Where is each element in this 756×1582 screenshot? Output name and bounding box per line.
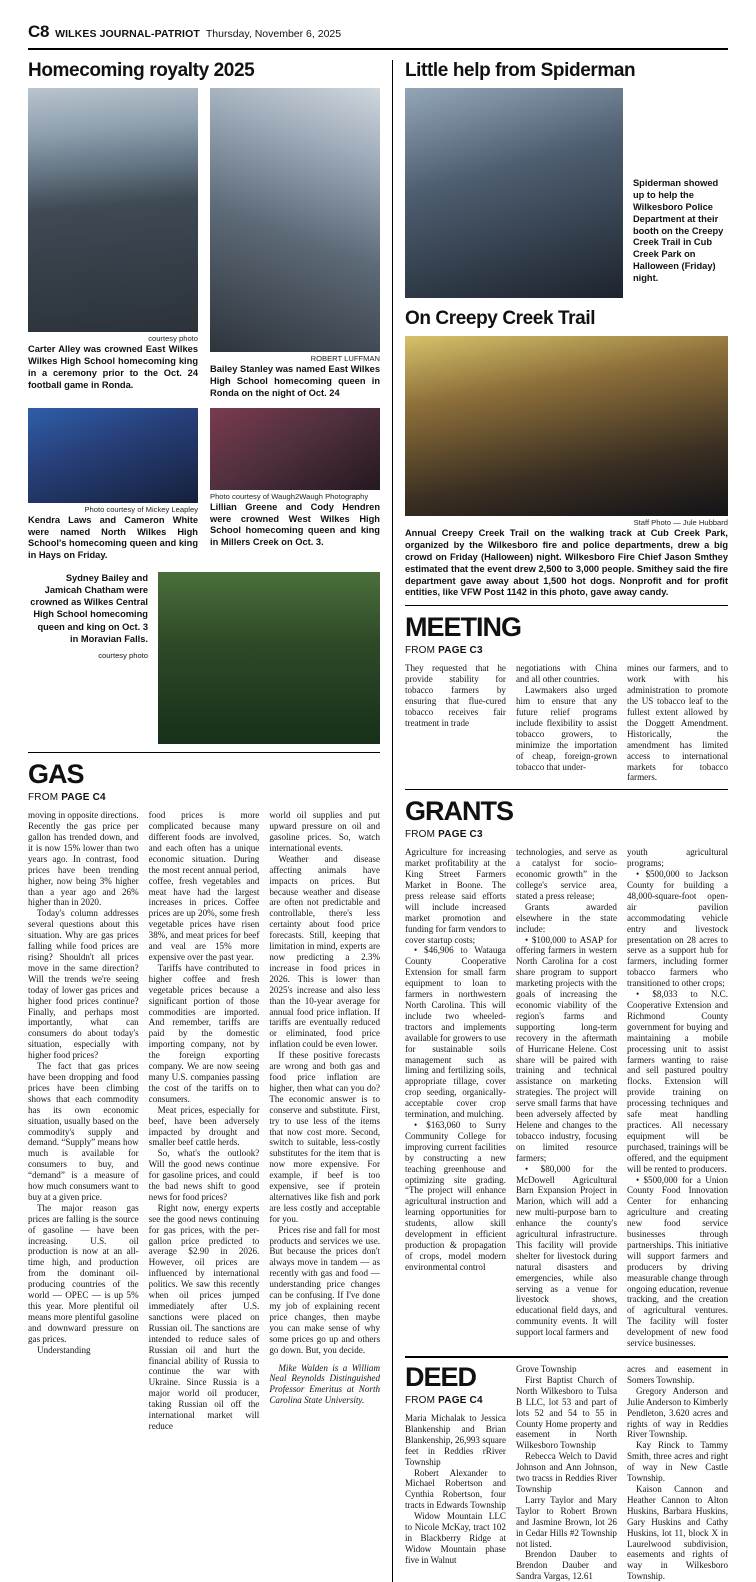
gas-c2-p5: Right now, energy experts see the good news continuing for gas prices, with the per-gallon price predicted to average $2.90 in 2026. However, oil prices are influenced by international politics. We saw this recently when oil prices jumped immediately after U.S. sanctions were placed on Russian oil. The sanctions are intended to reduce sales of Russian oil and hurt the financial ability of Russia to continue the war with Ukraine. Since Russia is a major world oil producer, taking Russian oil off the international market will reduce	[148, 1202, 260, 1431]
photo-bailey-stanley	[210, 88, 380, 352]
gas-from-label: FROM	[28, 792, 62, 804]
deed-from-page: PAGE C4	[438, 1395, 483, 1406]
grants-c1-p1: Agriculture for increasing market profitability at the King Street Farmers Market in Boone. The press release said efforts will include increased market promotion and funding for farm vendors to cover startup costs;	[404, 847, 506, 945]
deed-c3-p2: Gregory Anderson and Julie Anderson to Kimberly Pendleton, 3.620 acres and rights of way in Reddies River Township.	[626, 1385, 728, 1440]
meeting-column-3	[627, 663, 728, 783]
meeting-c3-p1: mines our farmers, and to work with his administration to promote the US tobacco leaf to the fullest extent allowed by the Doggett Amendment. Historically, the amendment has limited access to international markets for tobacco farmers.	[626, 663, 728, 783]
spiderman-caption: Spiderman showed up to help the Wilkesboro Police Department at their booth on the Creepy Creek Trail in Cub Creek Park on Halloween (Friday) night.	[632, 178, 724, 284]
deed-jump-headline: DEED	[404, 1362, 476, 1392]
creepy-caption: Annual Creepy Creek Trail on the walking track at Cub Creek Park, organized by the Wilkesboro fire and police departments, drew a big crowd on Friday (Halloween) night. Wilkesboro Fire Chief Jason Smthey estimated that the event drew 2,500 to 3,000 people. Smithey said the fire department gave away about 1,500 hot dogs. Nonprofit and for profit entities, like VFW Post 1142 in this photo, gave away candy.	[404, 528, 728, 598]
grants-from-label: FROM	[404, 829, 439, 841]
gas-section-rule	[28, 752, 380, 753]
photo-3-caption: Kendra Laws and Cameron White were named North Wilkes High School's homecoming queen and king in Hays on Friday.	[28, 514, 198, 561]
deed-column-1-text	[405, 1413, 506, 1566]
grants-section-rule	[405, 789, 728, 790]
deed-c1-p1: Maria Michalak to Jessica Blankenship and Brian Blankenship, 26,993 square feet in Reddies rRiver Township	[404, 1413, 506, 1467]
homecoming-photo-row-2	[28, 408, 380, 565]
homecoming-photo-1-block	[28, 88, 198, 402]
meeting-from-page: PAGE C3	[438, 645, 483, 657]
gas-c3-p1: world oil supplies and put upward pressure on oil and gasoline prices. So, watch international events.	[269, 810, 381, 853]
meeting-c1-p1: They requested that he provide stability for tobacco farmers by ensuring that flue-cured tobacco receives fair treatment in trade	[404, 663, 506, 728]
photo-4-credit: Photo courtesy of Waugh2Waugh Photography	[210, 491, 369, 501]
deed-c3-p3: Kay Rinck to Tammy Smith, three acres and right of way in New Castle Township.	[626, 1440, 728, 1484]
grants-story-columns	[405, 847, 728, 1349]
page-folio: C8	[28, 22, 50, 41]
meeting-jump-from	[405, 645, 728, 656]
meeting-c2-p1: negotiations with China and all other countries.	[515, 663, 617, 685]
photo-kendra-laws-cameron-white	[28, 408, 198, 503]
creepy-headline: On Creepy Creek Trail	[404, 308, 596, 329]
photo-5-credit: courtesy photo	[98, 650, 148, 660]
photo-2-credit: ROBERT LUFFMAN	[310, 354, 380, 363]
deed-column-1	[405, 1364, 506, 1582]
grants-column-1	[405, 847, 506, 1349]
gas-jump-headline: GAS	[28, 759, 84, 790]
homecoming-headline: Homecoming royalty 2025	[28, 60, 255, 81]
deed-c2-p1: Grove Township	[515, 1364, 577, 1374]
photo-2-caption: Bailey Stanley was named East Wilkes High School homecoming queen in Ronda on the night of Oct. 24	[210, 364, 380, 398]
homecoming-photo-5-block	[28, 572, 380, 744]
homecoming-photo-row-1	[28, 88, 380, 402]
grants-column-2	[516, 847, 617, 1349]
deed-c2-p5: Brendon Dauber to Brendon Dauber and Sandra Vargas, 12.61	[515, 1549, 617, 1582]
photo-sydney-bailey-jamicah-chatham	[158, 572, 380, 744]
meeting-from-label: FROM	[404, 645, 439, 657]
deed-block	[405, 1364, 728, 1582]
gas-signature: Mike Walden is a William Neal Reynolds Distinguished Professor Emeritus at North Carolina State University.	[269, 1362, 381, 1406]
photo-5-caption: Sydney Bailey and Jamicah Chatham were crowned as Wilkes Central High School homecoming queen and king on Oct. 3 in Moravian Falls.	[30, 573, 148, 644]
deed-column-2	[516, 1364, 617, 1582]
homecoming-photo-4-block	[210, 408, 380, 565]
publication-name: WILKES JOURNAL-PATRIOT	[55, 28, 200, 40]
meeting-jump-headline: MEETING	[404, 612, 521, 643]
gas-column-3	[269, 810, 380, 1432]
grants-jump-from	[405, 829, 728, 840]
deed-c2-p3: Rebecca Welch to David Johnson and Ann Johnson, two tracss in Reddies River Township	[515, 1451, 617, 1494]
grants-c2-p3: • $100,000 to ASAP for offering farmers in western North Carolina for a cost share program to support marketing projects with the goals of increasing the economic viability of the region's farms and supporting long-term recovery in the aftermath of Hurricane Helene. Cost share will be paired with training and technical assistance on marketing strategies. The project will serve small farms that have been adversely affected by Helene and changes to the tobacco industry, focusing on limited resource farmers;	[515, 934, 617, 1163]
grants-jump-headline: GRANTS	[404, 796, 513, 827]
deed-c3-p4: Kaison Cannon and Heather Cannon to Alton Huskins, Barbara Huskins, Gary Huskins and Cathy Huskins, lot 11, block X in Laurelwood subdivision, easements and rights of way in Wilkesboro Township.	[626, 1483, 728, 1582]
deed-c2-p4: Larry Taylor and Mary Taylor to Robert Brown and Jasmine Brown, lot 26 in Cedar Hills #2 Township not listed.	[515, 1494, 617, 1549]
grants-from-page: PAGE C3	[438, 829, 483, 841]
photo-1-caption: Carter Alley was crowned East Wilkes Wilkes High School homecoming king in a ceremony prior to the Oct. 24 football game in Ronda.	[28, 344, 198, 390]
grants-c2-p1: technologies, and serve as a catalyst for socio-economic growth” in the college's service area, stated a press release;	[515, 847, 617, 901]
gas-story-columns	[28, 810, 380, 1432]
gas-c2-p3: Meat prices, especially for beef, have been adversely impacted by drought and smaller beef cattle herds.	[148, 1104, 260, 1148]
photo-spiderman-booth	[405, 88, 623, 298]
photo-creepy-creek-trail	[405, 336, 728, 516]
gas-c3-p3: If these positive forecasts are wrong and both gas and food price inflation are higher, then what can you do? The economic answer is to conserve and substitute. First, try to use less of the items that now cost more. Second, switch to suitable, less-costly substitutes for the item that is now more expensive. For example, if beef is too expensive, see if protein alternatives like fish and pork are less costly and acceptable for you.	[269, 1050, 381, 1224]
spiderman-headline: Little help from Spiderman	[404, 60, 636, 81]
meeting-column-2	[516, 663, 617, 783]
gas-c1-p5: Understanding	[37, 1344, 91, 1355]
grants-c3-p4: • $500,000 for a Union County Food Innovation Center for enhancing agriculture and creating new food service businesses through partnerships. This initiative will support farmers and producers by driving measurable change through ongoing education, revenue tracking, and the creation of agricultural ventures. The facility will foster development of new food service businesses.	[626, 1174, 728, 1349]
homecoming-photo-2-block	[210, 88, 380, 402]
creepy-credit: Staff Photo — Jule Hubbard	[633, 518, 728, 527]
publication-date: Thursday, November 6, 2025	[205, 28, 342, 40]
gas-c2-p4: So, what's the outlook? Will the good news continue for gasoline prices, and could the bad news shift to good news for food prices?	[148, 1148, 260, 1202]
gas-c2-p2: Tariffs have contributed to higher coffee and fresh vegetable prices because a significant portion of those commodities are imported. And remember, tariffs are paid by the domestic importing company, not by the foreign exporting company. We are now seeing many U.S. companies passing the cost of the tariffs on to consumers.	[148, 962, 260, 1104]
page-columns	[28, 60, 728, 1582]
masthead	[28, 22, 728, 46]
deed-from-label: FROM	[404, 1395, 439, 1406]
deed-c1-p3: Widow Mountain LLC to Nicole McKay, tract 102 in Blackberry Ridge at Widow Mountain phase five in Walnut	[404, 1511, 506, 1565]
gas-c1-p1: moving in opposite directions. Recently the gas price per gallon has trended down, and it is now 15% lower than two years ago. In contrast, food prices have been trending higher, now being 3% higher than a year ago and 26% higher than in 2020.	[28, 810, 139, 908]
grants-c3-p1: youth agricultural programs;	[626, 847, 728, 869]
gas-c1-p3: The fact that gas prices have been dropping and food prices have been climbing shows that each commodity has its own economic situation, usually based on the commodity's supply and demand. “Supply” means how much is available for consumers to buy, and “demand” is a measure of how much consumers want to buy at a given price.	[28, 1061, 139, 1202]
meeting-section-rule	[405, 605, 728, 606]
gas-jump-from	[28, 792, 380, 803]
photo-lillian-greene-cody-hendren	[210, 408, 380, 490]
deed-c3-p1: acres and easement in Somers Township.	[626, 1364, 728, 1385]
deed-section-rule	[405, 1356, 728, 1358]
grants-c2-p2: Grants awarded elsewhere in the state include:	[515, 901, 617, 934]
deed-c2-p2: First Baptist Church of North Wilkesboro to Tulsa B LLC, lot 53 and part of lots 52 and 54 to 55 in County Home property and easement in North Wilkesboro Township	[515, 1374, 617, 1451]
photo-5-caption-wrap	[28, 572, 148, 660]
photo-carter-alley	[28, 88, 198, 332]
meeting-c2-p2: Lawmakers also urged him to ensure that any future relief programs include flexibility to assist tobacco growers, to minimize the importation of cheap, foreign-grown tobacco that under-	[515, 685, 617, 772]
grants-c2-p4: • $80,000 for the McDowell Agricultural Barn Expansion Project in Marion, which will add a new multi-purpose barn to enhance the county's agricultural infrastructure. This facility will provide shelter for livestock during natural disasters and emergencies, while also serving as a venue for livestock shows, educational field days, and community events. It will support local farmers and	[515, 1163, 617, 1338]
gas-c1-p4: The major reason gas prices are falling is the source of gasoline — have been increasing. U.S. oil production is now at an all-time high, and production from the dominant oil-producing countries of the world — OPEC — is up 5% this year. More plentiful oil means more plentiful gasoline and downward pressure on gas prices.	[28, 1202, 139, 1344]
grants-c3-p3: • $8,033 to N.C. Cooperative Extension and Richmond County government for buying and maintaining a mobile processing unit to assist farmers wanting to raise and sell pastured poultry flocks. Extension will provide training on processing techniques and safe meat handling practices. All necessary equipment will be purchased, trainings will be offered, and the equipment will be rented to producers.	[626, 989, 728, 1174]
deed-column-3	[627, 1364, 728, 1582]
meeting-column-1	[405, 663, 506, 783]
grants-c1-p3: • $163,060 to Surry Community College for improving current facilities by constructing a new teaching greenhouse and optimizing site grading. “The project will enhance agricultural instruction and learning opportunities for students, allow skill development in efficient production & propagation of crops, model modern environmental control	[404, 1119, 506, 1272]
right-column	[405, 60, 728, 1582]
gas-c3-p2: Weather and disease affecting animals have impacts on prices. But because weather and disease are often not predictable and controllable, there's less certainty about food price forecasts. Still, keeping that limitation in mind, experts are now predicting a 2.3% increase in food prices in 2026. This is lower than 2025's increase and also less than the 10-year average for annual food price inflation. If tariffs are eventually reduced or eliminated, food price inflation could be even lower.	[269, 853, 381, 1050]
deed-c1-p2: Robert Alexander to Michael Robertson and Cynthia Robertson, four tracts in Edwards Township	[404, 1467, 506, 1511]
photo-3-credit: Photo courtesy of Mickey Leapley	[84, 504, 198, 514]
center-divider	[392, 60, 393, 1582]
spiderman-photo-block	[405, 88, 728, 298]
grants-column-3	[627, 847, 728, 1349]
gas-column-1	[28, 810, 139, 1432]
homecoming-photo-3-block	[28, 408, 198, 565]
meeting-story-columns	[405, 663, 728, 783]
grants-c1-p2: • $46,906 to Watauga County Cooperative Extension for small farm equipment to loan to farmers in northwestern North Carolina. This will include two wheeled-tractors and implements available for growers to use for sustainable soils management such as liming and fertilizing soils, appropriate tillage, cover crop seeding, organically-acceptable cover crop termination, and mulching.	[404, 945, 506, 1120]
masthead-rule	[28, 48, 728, 50]
gas-c2-p1: food prices is more complicated because many different foods are involved, and each often has a unique economic situation. During the most recent annual period, coffee, fresh vegetables and meat have had the largest increases in prices. Coffee prices are up 20%, some fresh vegetable prices have risen 38%, and meat prices for beef and veal are 15% more expensive over the past year.	[148, 810, 260, 963]
grants-c3-p2: • $500,000 to Jackson County for building a 48,000-square-foot open-air pavilion accommodating vehicle entry and livestock presentation on 28 acres to serve as a support hub for farmers, including former tobacco farmers who transitioned to other crops;	[626, 869, 728, 989]
gas-c1-p2: Today's column addresses several questions about this situation. Why are gas prices falling while food prices are rising? Shouldn't all prices move in the same direction? Will the trends we're seeing today of lower gas prices and higher food prices continue? Finally, and perhaps most importantly, what can consumers do about today's situation, especially with higher food prices?	[28, 908, 139, 1061]
photo-4-caption: Lillian Greene and Cody Hendren were crowned West Wilkes High School homecoming queen and king in Millers Creek on Oct. 3.	[210, 501, 380, 548]
gas-column-2	[149, 810, 260, 1432]
deed-jump-from	[405, 1395, 506, 1406]
left-column	[28, 60, 380, 1582]
gas-c3-p4: Prices rise and fall for most products and services we use. But because the prices don't always move in tandem — as recently with gas and food — understanding price changes can be confusing. If I've done my job of explaining recent price changes, then maybe you can make sense of why some prices go up and others go down. But, you decide.	[269, 1224, 381, 1355]
photo-1-credit: courtesy photo	[148, 334, 198, 343]
gas-from-page: PAGE C4	[61, 792, 106, 804]
